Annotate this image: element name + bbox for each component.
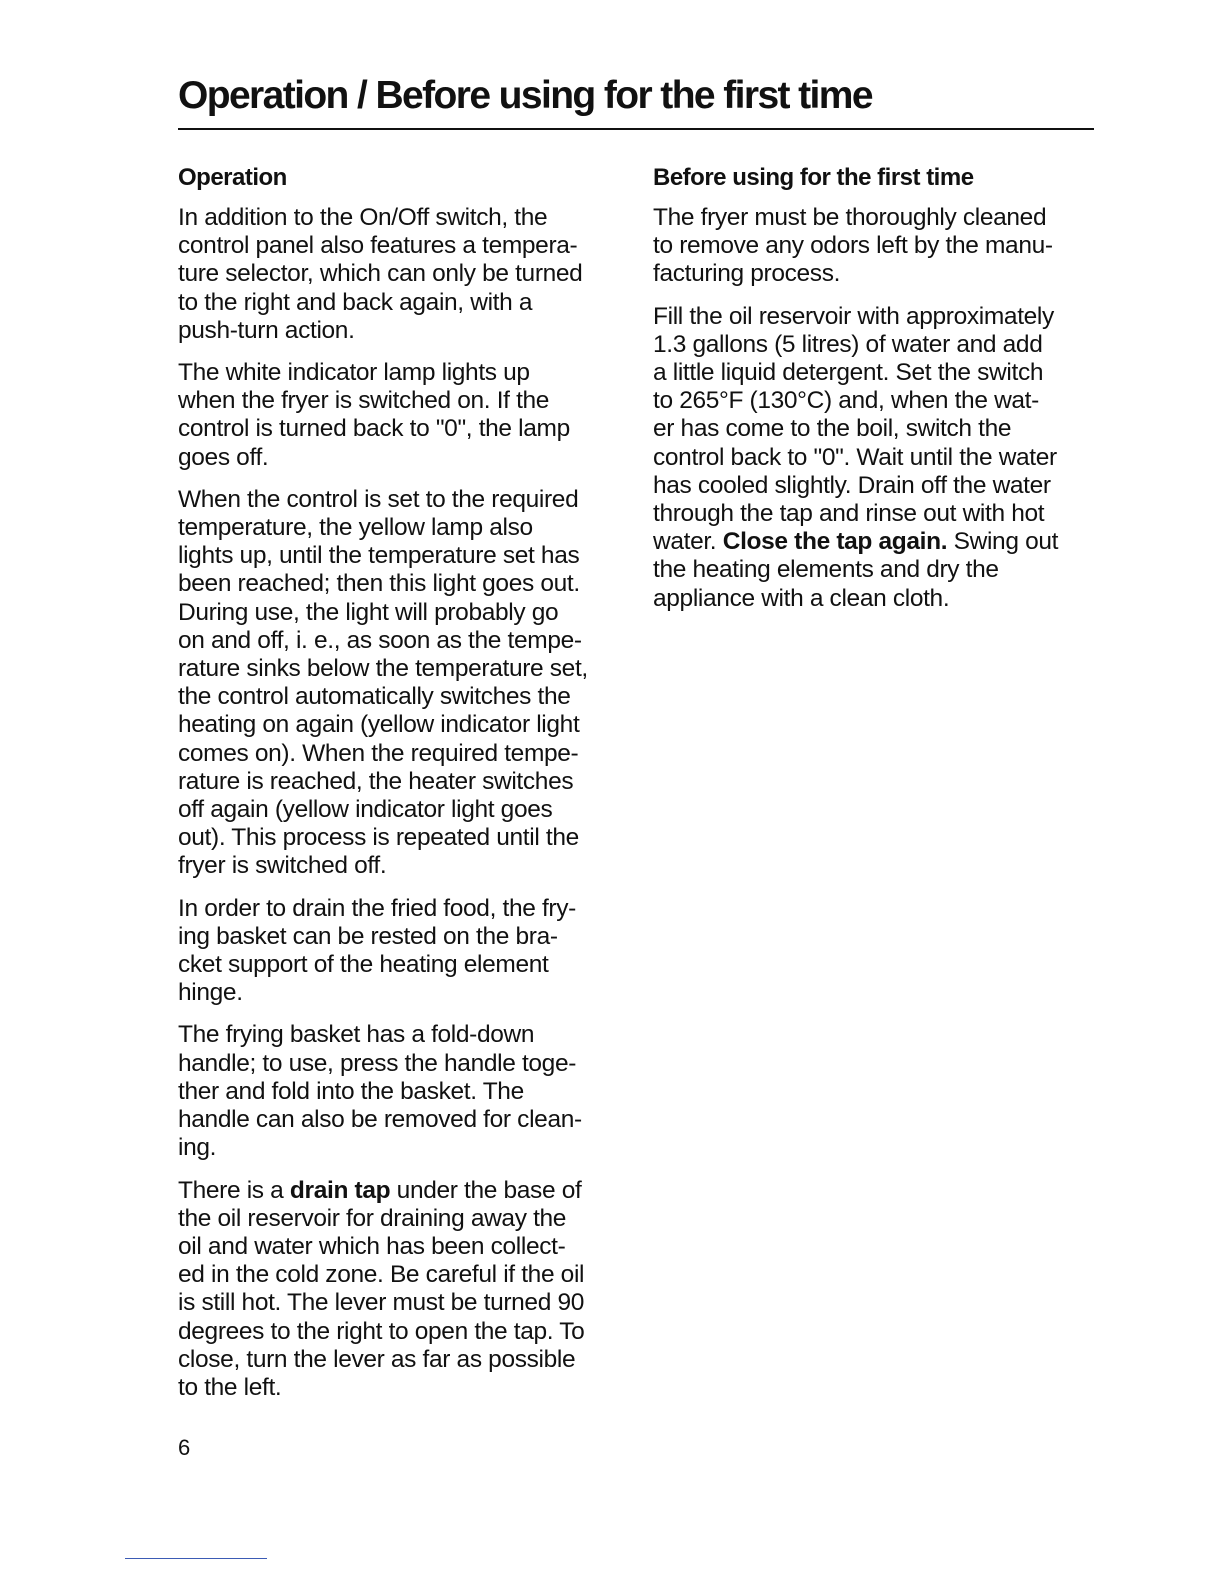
- text-line: [653, 528, 1098, 556]
- operation-paragraph-5: [178, 1021, 623, 1162]
- text-line: a little liquid detergent. Set the switch: [653, 359, 1044, 387]
- text-line: fryer is switched off.: [178, 852, 387, 880]
- text-line: [178, 1177, 623, 1205]
- first-time-heading: Before using for the first time: [653, 164, 974, 191]
- first-time-paragraph-2: [653, 303, 1098, 613]
- text-line: lights up, until the temperature set has: [178, 542, 580, 570]
- text-line: facturing process.: [653, 260, 841, 288]
- page-number: 6: [178, 1435, 191, 1460]
- text-line: been reached; then this light goes out.: [178, 570, 580, 598]
- text-line: ther and fold into the basket. The: [178, 1077, 524, 1105]
- text-line: has cooled slightly. Drain off the water: [653, 471, 1051, 499]
- text-line: temperature, the yellow lamp also: [178, 514, 533, 542]
- text-line: on and off, i. e., as soon as the tempe-: [178, 626, 582, 654]
- left-column: [178, 158, 623, 1416]
- text-line: heating on again (yellow indicator light: [178, 711, 580, 739]
- text-line: comes on). When the required tempe-: [178, 739, 579, 767]
- text-line: 1.3 gallons (5 litres) of water and add: [653, 330, 1043, 358]
- text-line: ing basket can be rested on the bra-: [178, 922, 558, 950]
- operation-paragraph-6: [178, 1177, 623, 1403]
- text-line: rature sinks below the temperature set,: [178, 655, 588, 683]
- text-line: the control automatically switches the: [178, 683, 571, 711]
- text-line: close, turn the lever as far as possible: [178, 1345, 576, 1373]
- text-line: cket support of the heating element: [178, 951, 549, 979]
- text-line: is still hot. The lever must be turned 90: [178, 1289, 584, 1317]
- text-line: push-turn action.: [178, 316, 355, 344]
- operation-heading: Operation: [178, 164, 287, 191]
- right-column: [653, 158, 1098, 627]
- text-run: water.: [653, 528, 723, 556]
- text-line: through the tap and rinse out with hot: [653, 500, 1045, 528]
- text-line: control is turned back to "0", the lamp: [178, 415, 570, 443]
- text-line: er has come to the boil, switch the: [653, 415, 1012, 443]
- text-run: Swing out: [947, 528, 1059, 556]
- close-tap-emphasis: Close the tap again.: [722, 528, 948, 556]
- text-line: Fill the oil reservoir with approximately: [653, 302, 1054, 330]
- text-line: The white indicator lamp lights up: [178, 359, 530, 387]
- text-line: the oil reservoir for draining away the: [178, 1204, 567, 1232]
- text-line: ing.: [178, 1134, 217, 1162]
- text-line: to remove any odors left by the manu-: [653, 232, 1053, 260]
- text-line: When the control is set to the required: [178, 485, 579, 513]
- text-line: handle; to use, press the handle toge-: [178, 1049, 577, 1077]
- text-line: to the left.: [178, 1373, 282, 1401]
- text-line: handle can also be removed for clean-: [178, 1106, 582, 1134]
- text-line: In order to drain the fried food, the fry-: [178, 894, 576, 922]
- text-run: under the base of: [390, 1176, 582, 1204]
- text-line: During use, the light will probably go: [178, 598, 559, 626]
- text-line: off again (yellow indicator light goes: [178, 796, 553, 824]
- text-line: degrees to the right to open the tap. To: [178, 1317, 585, 1345]
- text-line: ed in the cold zone. Be careful if the oil: [178, 1261, 585, 1289]
- drain-tap-emphasis: drain tap: [289, 1176, 391, 1204]
- text-run: There is a: [178, 1176, 290, 1204]
- text-line: oil and water which has been collect-: [178, 1232, 566, 1260]
- text-line: the heating elements and dry the: [653, 556, 999, 584]
- text-line: when the fryer is switched on. If the: [178, 387, 550, 415]
- operation-paragraph-1: [178, 204, 623, 345]
- text-line: goes off.: [178, 443, 269, 471]
- text-line: control panel also features a tempera-: [178, 232, 578, 260]
- operation-paragraph-4: [178, 895, 623, 1008]
- text-line: to the right and back again, with a: [178, 288, 533, 316]
- text-line: control back to "0". Wait until the water: [653, 443, 1057, 471]
- bottom-scan-mark: [125, 1558, 267, 1559]
- title-rule: [178, 128, 1094, 130]
- text-line: to 265°F (130°C) and, when the wat-: [653, 387, 1039, 415]
- text-line: hinge.: [178, 979, 243, 1007]
- text-line: The frying basket has a fold-down: [178, 1021, 535, 1049]
- operation-paragraph-2: [178, 359, 623, 472]
- text-line: ture selector, which can only be turned: [178, 260, 583, 288]
- text-line: rature is reached, the heater switches: [178, 767, 574, 795]
- page-title: Operation / Before using for the first time: [178, 74, 872, 117]
- text-line: out). This process is repeated until the: [178, 824, 579, 852]
- text-line: In addition to the On/Off switch, the: [178, 204, 548, 231]
- first-time-paragraph-1: [653, 204, 1098, 289]
- text-line: The fryer must be thoroughly cleaned: [653, 204, 1047, 231]
- operation-paragraph-3: [178, 486, 623, 881]
- text-line: appliance with a clean cloth.: [653, 584, 950, 612]
